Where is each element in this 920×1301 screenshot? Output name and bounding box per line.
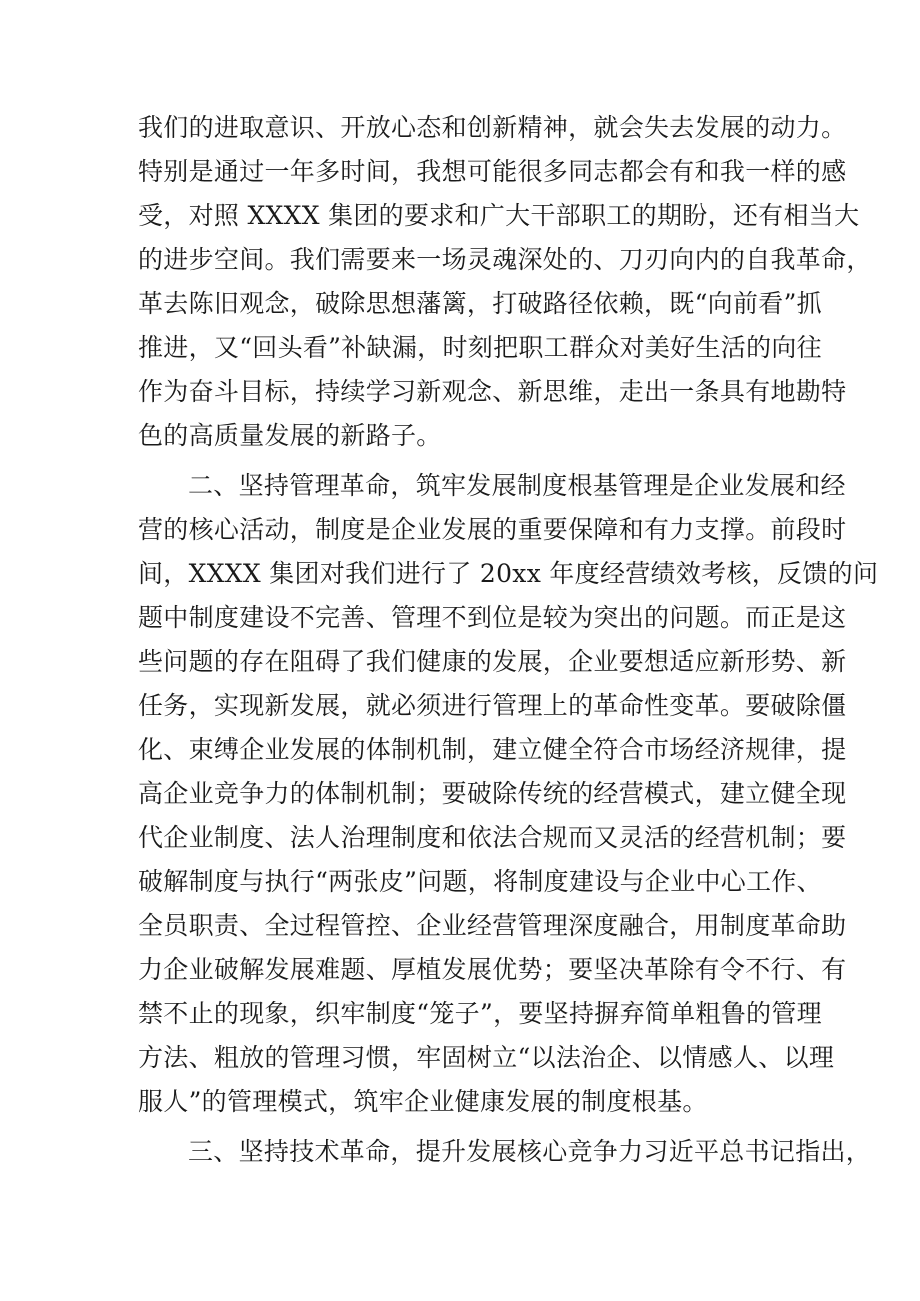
paragraph-2-line-9: 代企业制度、法人治理制度和依法合规而又灵活的经营机制；要 — [138, 823, 847, 852]
paragraph-3-line-1: 三、坚持技术革命，提升发展核心竞争力习近平总书记指出， — [188, 1137, 872, 1166]
paragraph-2-line-15: 服人”的管理模式，筑牢企业健康发展的制度根基。 — [138, 1087, 708, 1116]
paragraph-1-line-6: 推进，又“回头看”补缺漏，时刻把职工群众对美好生活的向往 — [138, 333, 822, 362]
paragraph-2-line-1: 二、坚持管理革命，筑牢发展制度根基管理是企业发展和经 — [188, 471, 846, 500]
paragraph-2-line-14: 方法、粗放的管理习惯，牢固树立“以法治企、以情感人、以理 — [138, 1043, 835, 1072]
paragraph-2-line-8: 高企业竞争力的体制机制；要破除传统的经营模式，建立健全现 — [138, 779, 847, 808]
paragraph-2-line-6: 任务，实现新发展，就必须进行管理上的革命性变革。要破除僵 — [138, 691, 847, 720]
paragraph-1-line-1: 我们的进取意识、开放心态和创新精神，就会失去发展的动力。 — [138, 113, 847, 142]
paragraph-1-line-2: 特别是通过一年多时间，我想可能很多同志都会有和我一样的感 — [138, 157, 847, 186]
paragraph-1-line-5: 革去陈旧观念，破除思想藩篱，打破路径依赖，既“向前看”抓 — [138, 289, 822, 318]
paragraph-2-line-12: 力企业破解发展难题、厚植发展优势；要坚决革除有令不行、有 — [138, 955, 847, 984]
paragraph-2-line-10: 破解制度与执行“两张皮”问题，将制度建设与企业中心工作、 — [138, 867, 822, 896]
paragraph-1-line-7: 作为奋斗目标，持续学习新观念、新思维，走出一条具有地勘特 — [138, 377, 847, 406]
paragraph-2-line-13: 禁不止的现象，织牢制度“笼子”，要坚持摒弃简单粗鲁的管理 — [138, 999, 822, 1028]
paragraph-2-line-4: 题中制度建设不完善、管理不到位是较为突出的问题。而正是这 — [138, 603, 847, 632]
paragraph-2-line-7: 化、束缚企业发展的体制机制，建立健全符合市场经济规律，提 — [138, 735, 847, 764]
paragraph-2-line-2: 营的核心活动，制度是企业发展的重要保障和有力支撑。前段时 — [138, 515, 847, 544]
paragraph-2-line-3: 间，XXXX 集团对我们进行了 20xx 年度经营绩效考核，反馈的问 — [138, 559, 879, 588]
paragraph-1-line-8: 色的高质量发展的新路子。 — [138, 421, 442, 450]
paragraph-1-line-4: 的进步空间。我们需要来一场灵魂深处的、刀刃向内的自我革命， — [138, 245, 872, 274]
paragraph-2-line-11: 全员职责、全过程管控、企业经营管理深度融合，用制度革命助 — [138, 911, 847, 940]
paragraph-1-line-3: 受，对照 XXXX 集团的要求和广大干部职工的期盼，还有相当大 — [138, 201, 860, 230]
paragraph-2-line-5: 些问题的存在阻碍了我们健康的发展，企业要想适应新形势、新 — [138, 647, 847, 676]
